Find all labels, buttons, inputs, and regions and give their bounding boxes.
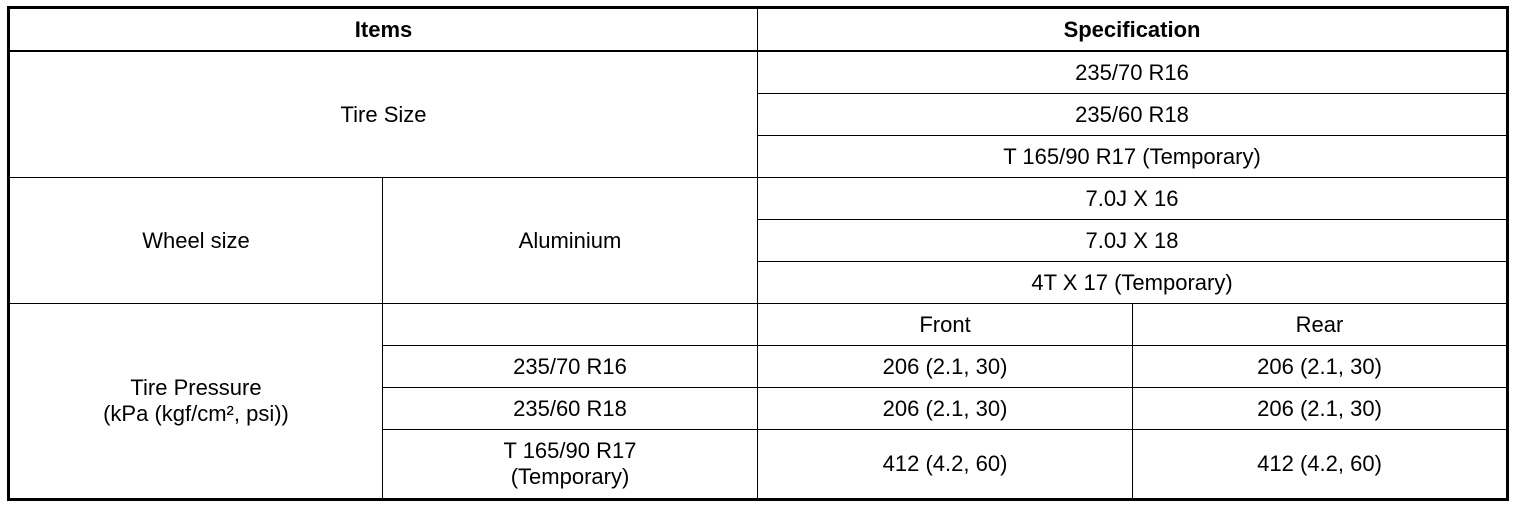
table-row <box>9 304 1508 346</box>
wheel-size-label: Wheel size <box>9 178 383 304</box>
pressure-front: 206 (2.1, 30) <box>758 346 1133 388</box>
column-header-front: Front <box>758 304 1133 346</box>
pressure-tire: 235/60 R18 <box>383 388 758 430</box>
tire-pressure-label <box>9 304 383 500</box>
tire-pressure-unit: (kPa (kgf/cm², psi)) <box>103 401 289 426</box>
tire-size-label: Tire Size <box>9 51 758 178</box>
wheel-type: Aluminium <box>383 178 758 304</box>
pressure-front: 412 (4.2, 60) <box>758 430 1133 500</box>
header-specification: Specification <box>758 8 1508 52</box>
table-row <box>9 178 1508 220</box>
specification-table <box>7 6 1509 501</box>
pressure-rear: 206 (2.1, 30) <box>1133 388 1508 430</box>
tire-size-value: 235/60 R18 <box>758 94 1508 136</box>
pressure-tire-line1: T 165/90 R17 <box>503 438 637 463</box>
pressure-tire <box>383 430 758 500</box>
wheel-size-value: 4T X 17 (Temporary) <box>758 262 1508 304</box>
pressure-rear: 206 (2.1, 30) <box>1133 346 1508 388</box>
wheel-size-value: 7.0J X 16 <box>758 178 1508 220</box>
tire-pressure-label-line1: Tire Pressure <box>130 375 262 400</box>
pressure-front: 206 (2.1, 30) <box>758 388 1133 430</box>
tire-size-value: 235/70 R16 <box>758 51 1508 94</box>
pressure-rear: 412 (4.2, 60) <box>1133 430 1508 500</box>
header-row <box>9 8 1508 52</box>
wheel-size-value: 7.0J X 18 <box>758 220 1508 262</box>
tire-size-value: T 165/90 R17 (Temporary) <box>758 136 1508 178</box>
pressure-tire: 235/70 R16 <box>383 346 758 388</box>
header-items: Items <box>9 8 758 52</box>
column-header-rear: Rear <box>1133 304 1508 346</box>
pressure-tire-line2: (Temporary) <box>510 464 630 489</box>
table-row <box>9 51 1508 94</box>
empty-cell <box>383 304 758 346</box>
